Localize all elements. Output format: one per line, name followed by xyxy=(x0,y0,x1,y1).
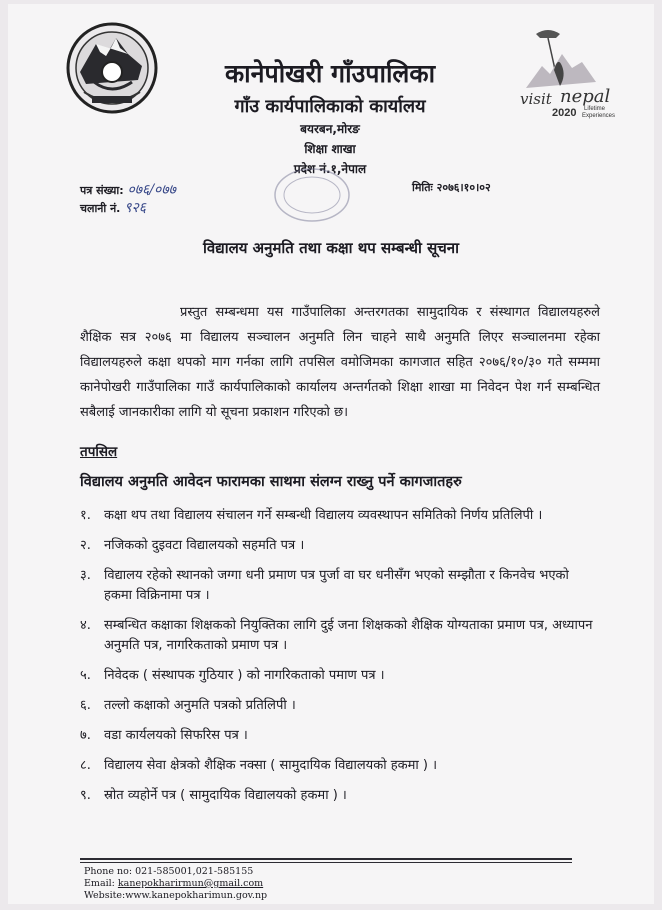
list-item: ९. स्रोत व्यहोर्ने पत्र ( सामुदायिक विद्यालयको हकमा ) । xyxy=(80,788,347,803)
province-name: प्रदेश नं.१,नेपाल xyxy=(293,162,367,176)
tagline-2: Experiences xyxy=(582,113,616,119)
tagline-1: Lifetime xyxy=(584,106,606,112)
visit-text: visit xyxy=(520,90,552,108)
footer-website: Website:www.kanepokharimun.gov.np xyxy=(84,890,268,901)
year-text: 2020 xyxy=(552,107,577,119)
list-item: ७. वडा कार्यलयको सिफरिस पत्र । xyxy=(80,728,248,743)
office-address: बयरबन,मोरङ xyxy=(300,122,360,136)
notice-subject: विद्यालय अनुमति तथा कक्षा थप सम्बन्धी सूचना xyxy=(203,239,459,257)
list-item: ५. निवेदक ( संस्थापक गुठियार ) को नागरिकताको पमाण पत्र । xyxy=(80,668,385,683)
footer-contact xyxy=(84,866,267,902)
visit-nepal-logo xyxy=(516,26,616,126)
documents-heading: विद्यालय अनुमति आवेदन फारामका साथमा संलग्न राख्नु पर्ने कागजातहरु xyxy=(80,474,462,490)
patra-value: ०७६/०७७ xyxy=(127,182,176,198)
footer-divider-thin xyxy=(80,862,572,863)
date-label: मितिः xyxy=(412,181,433,194)
chalani-label: चलानी नं. xyxy=(80,202,121,215)
government-emblem-icon xyxy=(66,22,158,114)
tapasil-heading: तपसिल xyxy=(80,444,118,460)
date-value: २०७६।१०।०२ xyxy=(436,181,491,194)
list-item: १. कक्षा थप तथा विद्यालय संचालन गर्ने सम्बन्धी विद्यालय व्यवस्थापन समितिको निर्णय प्रतिलिपी । xyxy=(80,508,543,523)
office-stamp-icon xyxy=(272,166,352,224)
footer-divider xyxy=(80,858,572,860)
patra-label: पत्र संख्या: xyxy=(80,184,124,197)
list-item: ८. विद्यालय सेवा क्षेत्रको शैक्षिक नक्सा ( सामुदायिक विद्यालयको हकमा ) । xyxy=(80,758,437,773)
list-item: ६. तल्लो कक्षाको अनुमति पत्रको प्रतिलिपी । xyxy=(80,698,296,713)
office-title: कानेपोखरी गाँउपालिका xyxy=(224,59,436,88)
documents-list xyxy=(80,506,600,816)
email-link[interactable]: kanepokharirmun@gmail.com xyxy=(117,878,264,889)
footer-phone: Phone no: 021-585001,021-585155 xyxy=(84,866,254,877)
notice-paragraph: प्रस्तुत सम्बन्धमा यस गाउँपालिका अन्तरगतका सामुदायिक र संस्थागत विद्यालयहरुले शैक्षिक सत्र २०७६ मा विद्यालय सञ्चालन अनुमति लिन चाहने साथै अनुमति लिएर सञ्चालनमा रहेका विद्यालयहरुले कक्षा थपको माग गर्नका लागि तपसिल वमोजिमका कागजात सहित २०७६/१०/३० गते सम्ममा कानेपोखरी गाउँपालिका गाउँ कार्यपालिकाको कार्यालय अन्तर्गतको शिक्षा शाखा मा निवेदन पेश गर्न सम्बन्धित सबैलाई जानकारीका लागि यो सूचना प्रकाशन गरिएको छ। xyxy=(80,305,600,420)
website-link[interactable]: www.kanepokharimun.gov.np xyxy=(125,890,268,901)
footer-email: Email: kanepokharirmun@gmail.com xyxy=(84,878,264,889)
list-item: ४. सम्बन्धित कक्षाका शिक्षकको नियुक्तिका लागि दुई जना शिक्षकको शैक्षिक योग्यताका प्रमाण पत्र, अध्यापन अनुमति पत्र, नागरिकताको प्रमाण पत्र । xyxy=(80,618,593,653)
chalani-number xyxy=(80,198,146,217)
nepal-text: nepal xyxy=(560,86,611,107)
patra-sankhya xyxy=(80,180,176,199)
office-subtitle: गाँउ कार्यपालिकाको कार्यालय xyxy=(234,96,426,117)
letter-date xyxy=(412,180,491,195)
branch-name: शिक्षा शाखा xyxy=(304,142,356,156)
chalani-value: ९२६ xyxy=(124,200,147,216)
list-item: २. नजिकको दुइवटा विद्यालयको सहमति पत्र । xyxy=(80,538,305,553)
list-item: ३. विद्यालय रहेको स्थानको जग्गा धनी प्रमाण पत्र पुर्जा वा घर धनीसँग भएको सम्झौता र किनवेच भएको हकमा विक्रिनामा पत्र । xyxy=(80,568,569,603)
